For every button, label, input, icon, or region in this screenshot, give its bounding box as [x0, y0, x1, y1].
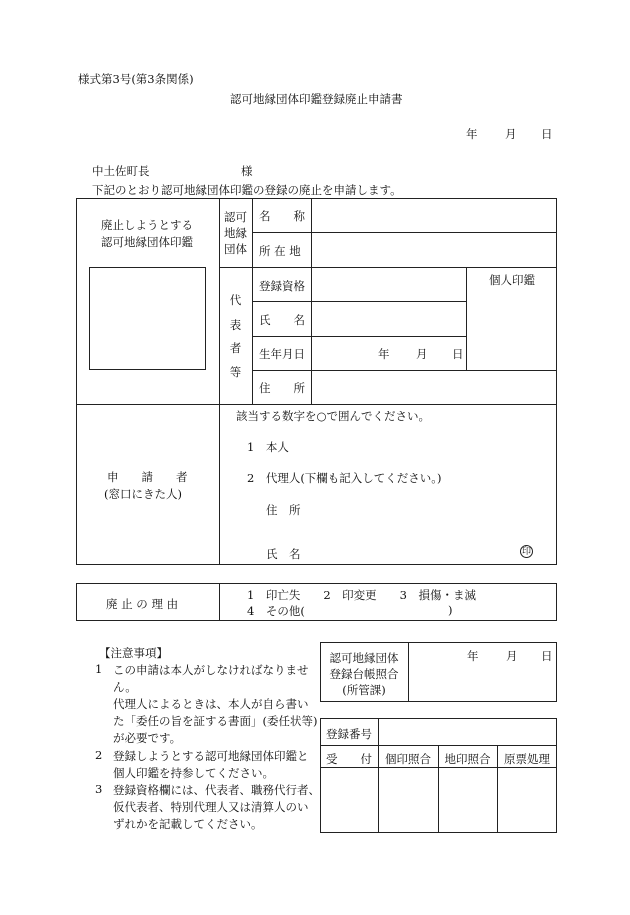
- group-seal-box[interactable]: [89, 267, 206, 370]
- note-3-number: 3: [95, 782, 103, 796]
- rep-label-3: 者: [229, 341, 242, 355]
- rep-birth-day: 日: [452, 347, 464, 361]
- registration-number-label: 登録番号: [326, 727, 372, 741]
- applicant-sublabel: (窓口にきた人): [104, 487, 182, 501]
- rep-qualification-label: 登録資格: [259, 279, 305, 293]
- rep-name-field[interactable]: [312, 302, 466, 336]
- ledger-label-3: (所管課): [342, 683, 386, 697]
- date-year: 年: [466, 127, 478, 141]
- rep-address-label: 住 所: [259, 381, 305, 395]
- registration-number-field[interactable]: [379, 719, 556, 745]
- ledger-label-1: 認可地縁団体: [329, 651, 399, 665]
- rep-birth-label: 生年月日: [259, 347, 305, 361]
- rep-label-4: 等: [229, 365, 242, 379]
- rep-qualification-field[interactable]: [312, 268, 466, 301]
- reason-other-suffix: ): [448, 603, 453, 617]
- note-1-line: 代理人によるときは、本人が自ら書い: [113, 697, 309, 711]
- seal-stamp-icon: 印: [521, 547, 531, 557]
- seal-section-label-1: 廃止しようとする: [101, 218, 193, 232]
- reason-other-field[interactable]: [320, 603, 444, 617]
- ledger-day: 日: [541, 649, 553, 663]
- reason-label: 廃 止 の 理 由: [106, 597, 179, 611]
- ledger-year: 年: [467, 649, 479, 663]
- date-month: 月: [505, 127, 517, 141]
- applicant-label: 申 請 者: [107, 470, 188, 484]
- form-number: 様式第3号(第3条関係): [78, 72, 194, 86]
- applicant-instruction: 該当する数字を○で囲んでください。: [236, 409, 431, 423]
- note-1-line: この申請は本人がしなければなりませ: [113, 663, 309, 677]
- group-address-label: 所 在 地: [259, 244, 301, 258]
- notes-heading: 【注意事項】: [99, 646, 168, 660]
- ledger-month: 月: [506, 649, 518, 663]
- applicant-option-self[interactable]: 1 本人: [247, 440, 289, 454]
- note-3-line: 登録資格欄には、代表者、職務代行者、: [113, 783, 320, 797]
- rep-address-field[interactable]: [312, 371, 556, 404]
- applicant-address-label: 住 所: [266, 503, 301, 517]
- note-1-line: が必要です。: [113, 731, 182, 745]
- note-1-number: 1: [95, 662, 103, 676]
- page-title: 認可地縁団体印鑑登録廃止申請書: [230, 92, 403, 106]
- rep-label-2: 表: [229, 318, 242, 332]
- office-header-personal-seal-check: 個印照合: [385, 752, 431, 766]
- applicant-name-field[interactable]: [310, 541, 510, 561]
- group-label-3: 団体: [224, 242, 247, 256]
- seal-section-label-2: 認可地縁団体印鑑: [101, 235, 193, 249]
- applicant-address-field[interactable]: [310, 498, 550, 518]
- date-day: 日: [541, 127, 553, 141]
- note-3-line: ずれかを記載してください。: [113, 817, 263, 831]
- applicant-name-label: 氏 名: [266, 547, 301, 561]
- addressee-honorific: 様: [241, 164, 253, 178]
- office-header-record-processing: 原票処理: [504, 752, 550, 766]
- reason-other-prefix[interactable]: 4 その他(: [247, 604, 305, 618]
- personal-seal-label: 個人印鑑: [489, 273, 535, 287]
- addressee-name: 中土佐町長: [92, 164, 150, 178]
- note-2-line: 個人印鑑を持参してください。: [113, 766, 274, 780]
- office-header-reception: 受 付: [326, 752, 372, 766]
- ledger-label-2: 登録台帳照合: [329, 667, 399, 681]
- rep-birth-year: 年: [378, 347, 390, 361]
- group-name-field[interactable]: [312, 199, 556, 232]
- note-3-line: 仮代表者、特別代理人又は清算人のい: [113, 800, 309, 814]
- group-label-1: 認可: [224, 210, 247, 224]
- intro-text: 下記のとおり認可地縁団体印鑑の登録の廃止を申請します。: [92, 183, 402, 197]
- applicant-option-agent[interactable]: 2 代理人(下欄も記入してください。): [247, 471, 442, 485]
- note-2-number: 2: [95, 748, 103, 762]
- note-1-line: ん。: [113, 680, 137, 694]
- personal-seal-box[interactable]: [467, 288, 556, 370]
- rep-name-label: 氏 名: [259, 313, 305, 327]
- group-label-2: 地縁: [224, 226, 247, 240]
- reason-options-line1[interactable]: 1 印亡失 2 印変更 3 損傷・ま滅: [247, 588, 476, 602]
- group-address-field[interactable]: [312, 233, 556, 267]
- note-1-line: た「委任の旨を証する書面」(委任状等): [113, 714, 318, 728]
- rep-birth-month: 月: [416, 347, 428, 361]
- group-name-label: 名 称: [259, 209, 305, 223]
- note-2-line: 登録しようとする認可地縁団体印鑑と: [113, 749, 309, 763]
- office-header-group-seal-check: 地印照合: [444, 752, 491, 766]
- rep-label-1: 代: [229, 293, 242, 307]
